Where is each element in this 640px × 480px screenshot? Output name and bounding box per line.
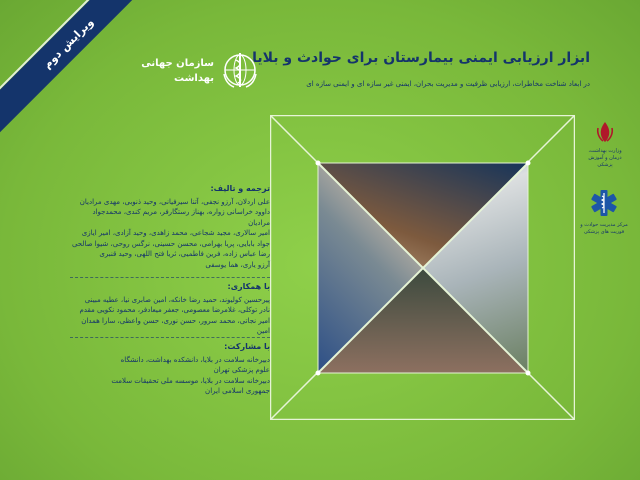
frame-lines-overlay bbox=[270, 115, 575, 420]
translators-heading: ترجمه و تالیف: bbox=[210, 184, 270, 193]
organization-line1: سازمان جهانی bbox=[141, 58, 214, 69]
translators-line: امیر سالاری، مجید شجاعی، محمد زاهدی، وحید آزادی، امیر ایازی bbox=[81, 229, 270, 237]
section-divider bbox=[70, 277, 270, 278]
organization-line2: بهداشت bbox=[174, 73, 214, 84]
participation-line: جمهوری اسلامی ایران bbox=[205, 387, 270, 395]
emergency-center-label: مرکز مدیریت حوادث و فوریت های پزشکی bbox=[580, 222, 628, 235]
collaborators-line: امیر نجاتی، محمد سرور، حسن نوری، حسن واعظی، سارا همدان امین bbox=[81, 316, 270, 335]
collaborators-heading: با همکاری: bbox=[227, 282, 270, 291]
participation-heading: با مشارکت: bbox=[224, 342, 270, 351]
edition-badge: ویرایش دوم bbox=[40, 15, 96, 71]
book-title: ابزار ارزیابی ایمنی بیمارستان برای حوادث و بلایا bbox=[252, 50, 590, 66]
book-subtitle: در ابعاد شناخت مخاطرات، ارزیابی ظرفیت و مدیریت بحران، ایمنی غیر سازه ای و ایمنی سازه ای bbox=[306, 80, 590, 88]
participation-line: علوم پزشکی تهران bbox=[213, 366, 270, 374]
collaborators-line: نادر توکلی، غلامرضا معصومی، جعفر میعادفر، محمود نکویی مقدم bbox=[79, 306, 270, 314]
participation-section bbox=[70, 342, 270, 397]
emergency-center-logo bbox=[580, 188, 628, 236]
ministry-label: وزارت بهداشت، درمان و آموزش پزشکی bbox=[588, 148, 622, 168]
translators-line: جواد بابایی، پریا بهرامی، محسن حسینی، نرگس روحی، شیوا صالحی bbox=[71, 239, 270, 248]
translators-line: علی اردلان، آرزو نجفی، آتنا سیرفیانی، وحید ذنوبی، مهدی مرادیان bbox=[79, 197, 270, 206]
participation-line: دبیرخانه سلامت در بلایا، موسسه ملی تحقیقات سلامت bbox=[111, 376, 270, 385]
section-divider bbox=[70, 337, 270, 338]
ministry-logo bbox=[585, 120, 625, 169]
translators-line: آرزو یاری، هما یوسفی bbox=[205, 260, 270, 269]
star-of-life-icon bbox=[589, 188, 619, 218]
participation-line: دبیرخانه سلامت در بلایا، دانشکده بهداشت، دانشگاه bbox=[120, 355, 270, 364]
collaborators-line: پیرحسین کولیوند، حمید رضا خانکه، امین صابری نیا، عطیه مبینی bbox=[84, 295, 270, 304]
iran-emblem-icon bbox=[593, 120, 617, 144]
collaborators-section bbox=[70, 282, 270, 337]
photo-collage bbox=[270, 115, 575, 420]
translators-section bbox=[70, 184, 270, 270]
translators-line: داوود خراسانی زواره، بهناز رستگارفر، مریم کندی، محمدجواد مرادیان bbox=[92, 208, 270, 227]
organization-name bbox=[141, 56, 214, 86]
translators-line: رضا عباس زاده، فرین فاطمیی، ثریا فتح اللهی، وحید قنبری bbox=[99, 250, 270, 258]
